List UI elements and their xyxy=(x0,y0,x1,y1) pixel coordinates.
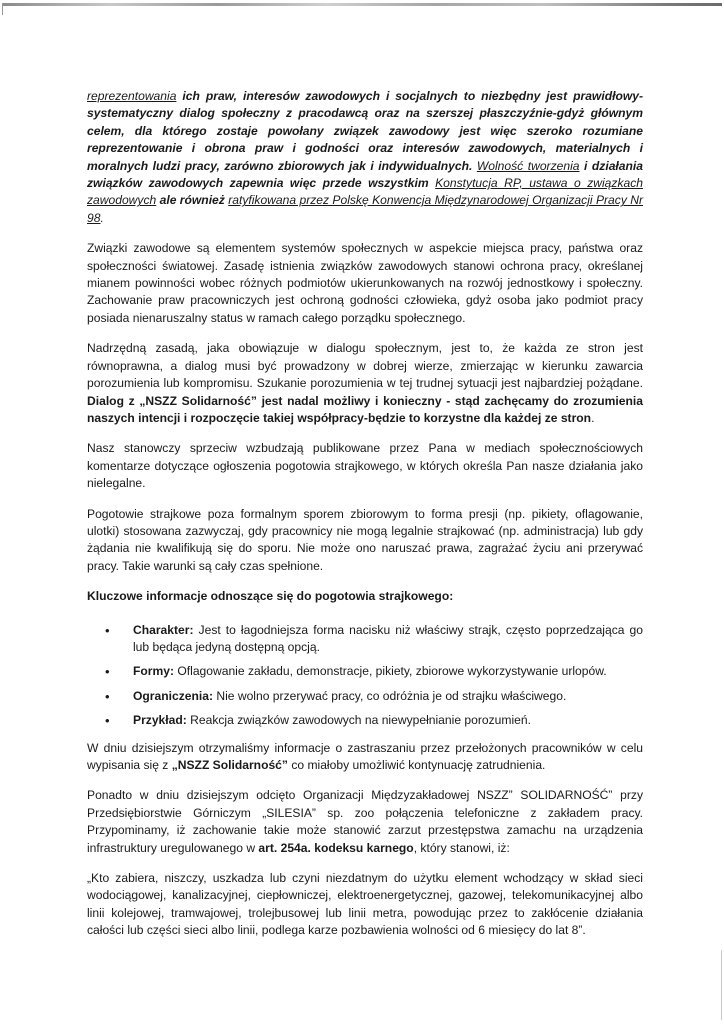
text-segment: W dniu dzisiejszym otrzymaliśmy informacje o zastraszaniu przez przełożonych pracowników w celu wypisania się z xyxy=(87,740,643,772)
legal-quote: „Kto zabiera, niszczy, uszkadza lub czyni niezdatnym do użytku element wchodzący w skład sieci wodociągowej, kanalizacyjnej, ciepłowniczej, elektroenergetycznej, gazowej, telekomunikacyjnej albo linii kolejowej, tramwajowej, trolejbusowej lub linii metra, powodując przez to zakłócenie działania całości lub części sieci albo linii, podlega karze pozbawienia wolności od 6 miesięcy do lat 8”. xyxy=(87,871,643,938)
list-item-text: Jest to łagodniejsza forma nacisku niż właściwy strajk, często poprzedzająca go lub będąca jedyną dostępną opcją. xyxy=(133,622,643,654)
text-segment: ale również xyxy=(156,193,229,208)
bold-union-name: „NSZZ Solidarność” xyxy=(171,758,288,772)
text-segment: , który stanowi, iż: xyxy=(413,840,510,855)
text-segment: Nadrzędną zasadą, jaka obowiązuje w dialogu społecznym, jest to, że każda ze stron jest równoprawna, a dialog musi być prowadzony w dobrej wierze, zmierzając w kierunku zawarcia porozumienia lub kompromisu. Szukanie porozumienia w tej trudnej sytuacji jest najbardziej pożądane. xyxy=(87,341,643,391)
text-segment: ich praw, interesów zawodowych i socjalnych to niezbędny jest prawidłowy-systematyczny dialog społeczny z pracodawcą oraz na szerszej płaszczyźnie-gdyż głównym celem, dla którego zostaje powołany związek zawodowy jest więc szeroko rozumiane reprezentowanie i obrona praw i godności oraz interesów zawodowych, materialnych i moralnych ludzi pracy, zarówno zbiorowych jak i indywidualnych. xyxy=(87,89,643,173)
list-item xyxy=(133,712,643,729)
paragraph-dialogue-principle xyxy=(87,340,643,427)
list-item-text: Nie wolno przerywać pracy, co odróżnia je od strajku właściwego. xyxy=(212,688,567,703)
key-info-list xyxy=(87,622,643,730)
paragraph-unions-social-systems: Związki zawodowe są elementem systemów społecznych w aspekcie miejsca pracy, państwa oraz społeczności światowej. Zasadę istnienia związków zawodowych stanowi ochrona pracy, określanej mianem powinności wobec różnych podmiotów ukierunkowanych na rozwój jednostkowy i społeczny. Zachowanie praw pracowniczych jest ochroną godności człowieka, gdyż osoba jako podmiot pracy posiada nienaruszalny status w ramach całego porządku społecznego. xyxy=(87,241,643,325)
paragraph-union-purpose xyxy=(87,88,643,227)
text-segment: i działania związków zawodowych zapewnia więc przede wszystkim xyxy=(87,158,643,191)
bold-statement: Dialog z „NSZZ Solidarność” jest nadal możliwy i konieczny - stąd zachęcamy do zrozumienia naszych intencji i rozpoczęcie takiej współpracy-będzie to korzystne dla każdej ze stron xyxy=(87,393,643,425)
list-item xyxy=(133,688,643,705)
text-segment: . xyxy=(591,410,595,425)
scan-edge-top xyxy=(2,3,722,6)
underlined-phrase: Konstytucja RP, ustawa o związkach zawodowych xyxy=(87,176,643,208)
underlined-phrase: reprezentowania xyxy=(87,89,177,103)
list-item-label: Formy: xyxy=(133,664,174,679)
scan-edge-left xyxy=(2,3,3,15)
list-item xyxy=(133,622,643,657)
list-item-label: Charakter: xyxy=(133,622,194,637)
underlined-phrase: ratyfikowana przez Polskę Konwencja Międzynarodowej Organizacji Pracy Nr 98 xyxy=(87,193,643,225)
paragraph-strike-alert-definition: Pogotowie strajkowe poza formalnym sporem zbiorowym to forma presji (np. pikiety, oflagowanie, ulotki) stosowana zazwyczaj, gdy pracownicy nie mogą legalnie strajkować (np. administracja) lub gdy żądania nie kwalifikują się do sporu. Nie może ono naruszać prawa, zagrażać życiu ani przerywać pracy. Takie warunki są cały czas spełnione. xyxy=(87,506,643,573)
scan-edge-right xyxy=(721,950,722,1020)
paragraph-intimidation xyxy=(87,740,643,775)
list-item xyxy=(133,663,643,680)
paragraph-objection: Nasz stanowczy sprzeciw wzbudzają publikowane przez Pana w mediach społecznościowych komentarze dotyczące ogłoszenia pogotowia strajkowego, w których określa Pan nasze działania jako nielegalne. xyxy=(87,441,643,491)
list-item-text: Reakcja związków zawodowych na niewypełnianie porozumień. xyxy=(186,713,531,728)
list-item-text: Oflagowanie zakładu, demonstracje, pikiety, zbiorowe wykorzystywanie urlopów. xyxy=(174,664,607,679)
section-heading: Kluczowe informacje odnoszące się do pogotowia strajkowego: xyxy=(87,589,454,604)
document-page xyxy=(87,88,643,953)
paragraph-phone-cut xyxy=(87,787,643,857)
text-segment: co miałoby umożliwić kontynuację zatrudnienia. xyxy=(287,758,546,772)
list-item-label: Przykład: xyxy=(133,713,187,728)
underlined-phrase: Wolność tworzenia xyxy=(476,158,580,173)
bold-legal-reference: art. 254a. kodeksu karnego xyxy=(258,840,414,855)
list-item-label: Ograniczenia: xyxy=(133,688,213,703)
text-segment: Ponadto w dniu dzisiejszym odcięto Organizacji Międzyzakładowej NSZZ” SOLIDARNOŚĆ” przy Przedsiębiorstwie Górniczym „SILESIA” sp. zoo połączenia telefoniczne z zakładem pracy. Przypominamy, iż zachowanie takie może stanowić zarzut przestępstwa zamachu na urządzenia infrastruktury uregulowanego w xyxy=(87,788,643,855)
text-segment: . xyxy=(100,210,104,225)
